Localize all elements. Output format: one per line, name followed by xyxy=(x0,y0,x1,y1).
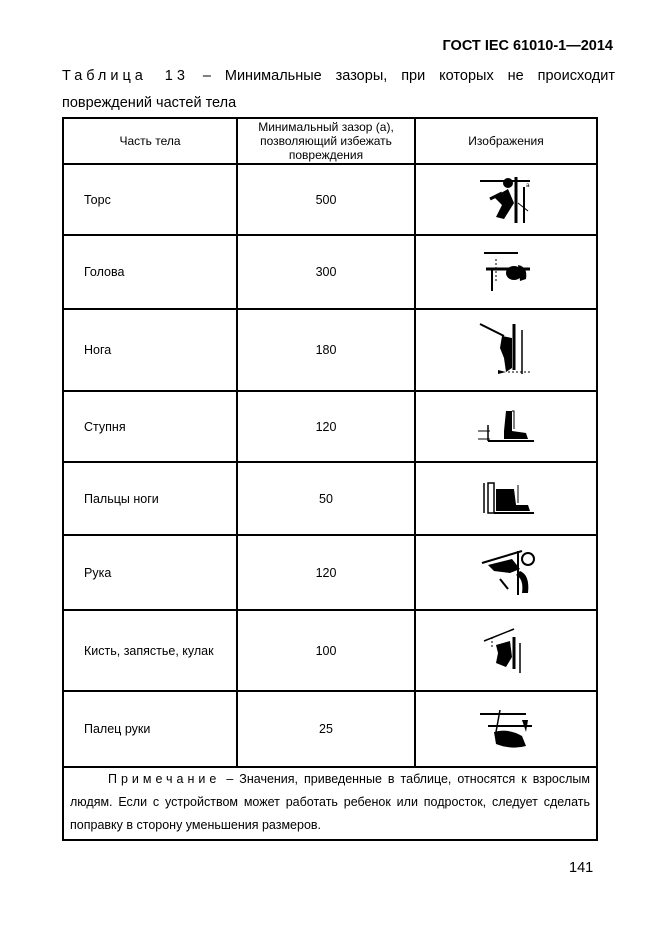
body-part-cell: Палец руки xyxy=(63,691,237,767)
gap-value-cell: 300 xyxy=(237,235,415,309)
foot-clearance-icon xyxy=(474,405,538,449)
table-row xyxy=(63,309,597,391)
gap-value-cell: 25 xyxy=(237,691,415,767)
body-part-cell: Рука xyxy=(63,535,237,610)
gap-value-cell: 100 xyxy=(237,610,415,691)
finger-clearance-icon xyxy=(474,702,538,756)
table-row xyxy=(63,610,597,691)
toes-clearance-icon xyxy=(474,477,538,521)
clearance-table xyxy=(62,117,598,841)
table-row xyxy=(63,164,597,235)
svg-text:a: a xyxy=(526,181,530,189)
column-header-images: Изображения xyxy=(415,118,597,164)
head-clearance-icon xyxy=(474,245,538,299)
note-text: – Значения, приведенные в таблице, относятся к взрослым людям. Если с устройством может работать ребенок или подросток, следует сделать поправку в сторону уменьшения размеров. xyxy=(70,772,590,832)
body-part-cell: Торс xyxy=(63,164,237,235)
torso-clearance-icon xyxy=(474,173,538,227)
gap-value-cell: 500 xyxy=(237,164,415,235)
table-note xyxy=(63,767,597,840)
table-caption-label: Таблица 13 xyxy=(62,68,189,84)
body-part-cell: Нога xyxy=(63,309,237,391)
table-header-row xyxy=(63,118,597,164)
column-header-body-part: Часть тела xyxy=(63,118,237,164)
table-note-row xyxy=(63,767,597,840)
leg-clearance-icon xyxy=(474,318,538,382)
table-row xyxy=(63,691,597,767)
body-part-cell: Кисть, запястье, кулак xyxy=(63,610,237,691)
table-row xyxy=(63,391,597,462)
arm-clearance-icon xyxy=(474,545,538,601)
table-row xyxy=(63,535,597,610)
gap-value-cell: 180 xyxy=(237,309,415,391)
document-code: ГОСТ IEC 61010-1—2014 xyxy=(442,38,613,54)
hand-clearance-icon xyxy=(474,623,538,679)
note-label: Примечание xyxy=(108,772,221,786)
gap-value-cell: 120 xyxy=(237,391,415,462)
body-part-cell: Пальцы ноги xyxy=(63,462,237,535)
table-row xyxy=(63,462,597,535)
column-header-min-gap: Минимальный зазор (а), позволяющий избежать повреждения xyxy=(237,118,415,164)
gap-value-cell: 120 xyxy=(237,535,415,610)
gap-value-cell: 50 xyxy=(237,462,415,535)
body-part-cell: Ступня xyxy=(63,391,237,462)
body-part-cell: Голова xyxy=(63,235,237,309)
table-caption-text: – Минимальные зазоры, при которых не происходит повреждений частей тела xyxy=(62,68,616,111)
table-caption xyxy=(62,63,615,117)
page-number: 141 xyxy=(569,860,594,876)
table-row xyxy=(63,235,597,309)
